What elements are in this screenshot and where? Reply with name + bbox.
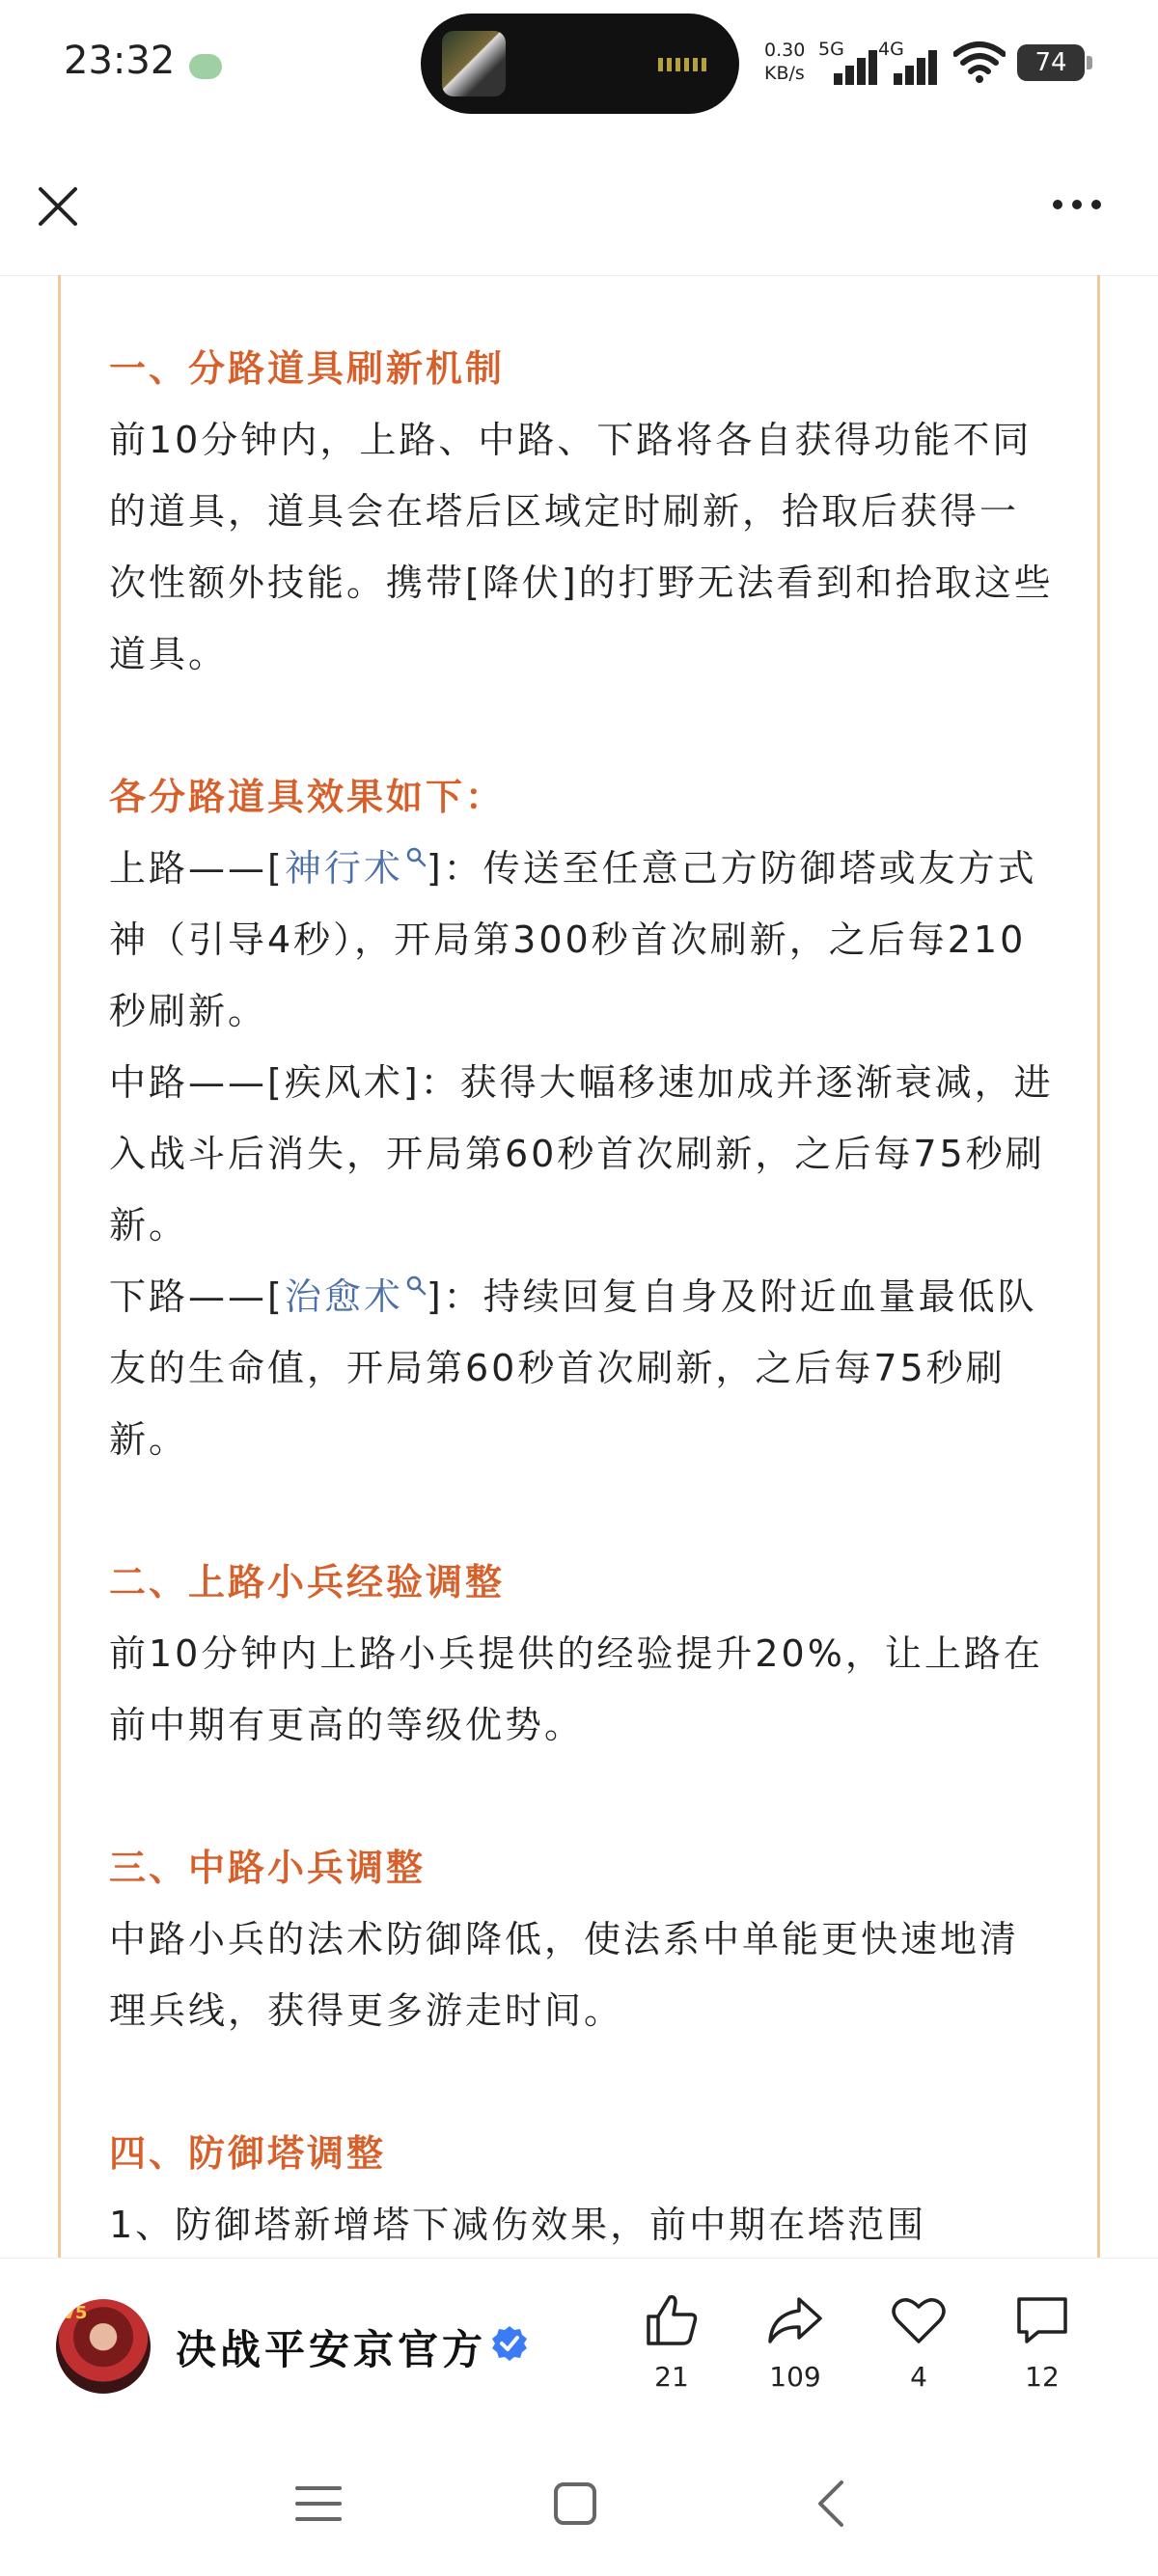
paragraph: 前10分钟内上路小兵提供的经验提升20%，让上路在前中期有更高的等级优势。 [109, 1632, 1043, 1746]
more-options-icon[interactable] [1048, 193, 1106, 216]
article-content [58, 275, 1100, 2258]
section-gap [109, 1475, 1055, 1547]
wifi-icon [953, 41, 1006, 83]
top-navigation-bar [0, 135, 1158, 276]
signal-5g-icon [818, 39, 876, 85]
heart-icon [888, 2289, 950, 2351]
thumbs-up-icon [641, 2289, 703, 2351]
lane-prefix: 上路——[ [109, 847, 285, 890]
favorite-button[interactable] [870, 2289, 967, 2393]
media-thumbnail [442, 31, 506, 96]
system-navigation-bar [0, 2422, 1158, 2576]
item-name: 疾风术 [284, 1061, 403, 1104]
dynamic-island[interactable] [421, 14, 739, 114]
author-name[interactable]: 决战平安京官方 [176, 2326, 487, 2373]
section-heading: 各分路道具效果如下： [109, 776, 506, 818]
close-icon[interactable] [35, 183, 81, 230]
home-icon[interactable] [546, 2475, 604, 2533]
search-icon[interactable] [405, 1274, 427, 1296]
lane-item-description [109, 1261, 1055, 1475]
cloud-icon [189, 54, 222, 79]
signal-4g-icon [878, 39, 936, 85]
paragraph: 前10分钟内，上路、中路、下路将各自获得功能不同的道具，道具会在塔后区域定时刷新，拾取后获得一次性额外技能。携带[降伏]的打野无法看到和拾取这些道具。 [109, 419, 1054, 675]
share-count: 109 [769, 2361, 821, 2393]
section-heading: 三、中路小兵调整 [109, 1847, 427, 1889]
section-gap [109, 1761, 1055, 1832]
item-search-link[interactable]: 治愈术 [284, 1275, 403, 1318]
verified-badge-icon [490, 2324, 529, 2363]
comment-icon [1011, 2289, 1073, 2351]
section-heading: 二、上路小兵经验调整 [109, 1561, 506, 1603]
search-icon[interactable] [405, 846, 427, 867]
lane-effect: ]：传送至任意己方防御塔或友方式神（引导4秒），开局第300秒首次刷新，之后每210秒刷新。 [109, 847, 1037, 1032]
signal-4g-label: 4G [878, 39, 904, 60]
like-button[interactable] [623, 2289, 720, 2393]
lane-item-description [109, 833, 1055, 1047]
lane-prefix: 中路——[ [109, 1061, 285, 1104]
audio-wave-icon [658, 58, 706, 71]
lane-effect: ]：持续回复自身及附近血量最低队友的生命值，开局第60秒首次刷新，之后每75秒刷新。 [109, 1275, 1037, 1461]
paragraph: 中路小兵的法术防御降低，使法系中单能更快速地清理兵线，获得更多游走时间。 [109, 1918, 1020, 2032]
lane-item-description [109, 1047, 1055, 1261]
author-action-bar [0, 2258, 1158, 2423]
lane-effect: ]：获得大幅移速加成并逐渐衰减，进入战斗后消失，开局第60秒首次刷新，之后每75秒刷新。 [109, 1061, 1054, 1247]
like-count: 21 [654, 2361, 689, 2393]
share-icon [764, 2289, 826, 2351]
battery-indicator: 74 [1017, 44, 1085, 81]
avatar-level-badge: V5 [62, 2303, 88, 2323]
signal-5g-label: 5G [818, 39, 844, 60]
section-heading: 四、防御塔调整 [109, 2132, 387, 2175]
article-body [109, 333, 1055, 2258]
favorite-count: 4 [910, 2361, 927, 2393]
lane-prefix: 下路——[ [109, 1275, 285, 1318]
share-button[interactable] [747, 2289, 843, 2393]
network-speed-unit: KB/s [764, 63, 805, 84]
avatar[interactable] [56, 2299, 151, 2394]
paragraph: 1、防御塔新增塔下减伤效果，前中期在塔范围 [109, 2204, 927, 2246]
network-speed [764, 39, 805, 85]
item-search-link[interactable]: 神行术 [284, 847, 403, 890]
status-time: 23:32 [64, 39, 176, 83]
status-bar [0, 0, 1158, 135]
network-speed-value: 0.30 [764, 40, 806, 61]
menu-icon[interactable] [290, 2475, 347, 2533]
section-heading: 一、分路道具刷新机制 [109, 347, 506, 390]
back-icon[interactable] [805, 2475, 863, 2533]
section-gap [109, 690, 1055, 761]
comment-button[interactable] [994, 2289, 1090, 2393]
comment-count: 12 [1025, 2361, 1060, 2393]
section-gap [109, 2046, 1055, 2118]
